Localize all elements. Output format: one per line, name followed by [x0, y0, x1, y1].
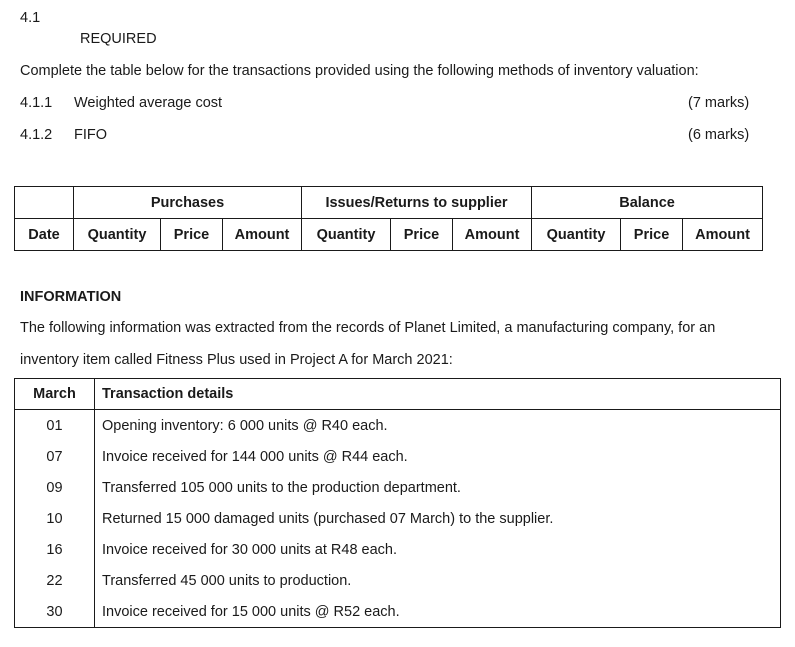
day-cell: 01 [15, 410, 95, 442]
table-row [15, 596, 781, 628]
information-text-line: inventory item called Fitness Plus used in Project A for March 2021: [20, 352, 453, 368]
group-header-row [15, 187, 763, 219]
column-header: Price [391, 219, 453, 251]
column-header: March [15, 379, 95, 410]
group-header: Issues/Returns to supplier [302, 187, 532, 219]
part-number: 4.1.1 [20, 95, 53, 111]
transactions-table [14, 378, 781, 628]
group-header: Purchases [74, 187, 302, 219]
information-heading: INFORMATION [20, 289, 122, 305]
column-header: Quantity [532, 219, 621, 251]
day-cell: 09 [15, 472, 95, 503]
column-header-row [15, 219, 763, 251]
column-header: Quantity [74, 219, 161, 251]
column-header: Amount [683, 219, 763, 251]
part-marks: (6 marks) [688, 127, 750, 143]
column-header: Quantity [302, 219, 391, 251]
detail-cell: Invoice received for 15 000 units @ R52 each. [95, 596, 781, 628]
day-cell: 16 [15, 534, 95, 565]
table-header-row [15, 379, 781, 410]
empty-cell [15, 187, 74, 219]
column-header: Amount [223, 219, 302, 251]
detail-cell: Returned 15 000 damaged units (purchased 07 March) to the supplier. [95, 503, 781, 534]
detail-cell: Invoice received for 144 000 units @ R44 each. [95, 441, 781, 472]
column-header: Date [15, 219, 74, 251]
day-cell: 07 [15, 441, 95, 472]
detail-cell: Transferred 105 000 units to the production department. [95, 472, 781, 503]
column-header: Price [161, 219, 223, 251]
day-cell: 10 [15, 503, 95, 534]
information-text-line: The following information was extracted from the records of Planet Limited, a manufacturing company, for an [20, 320, 716, 336]
detail-cell: Transferred 45 000 units to production. [95, 565, 781, 596]
question-number: 4.1 [20, 10, 41, 26]
detail-cell: Opening inventory: 6 000 units @ R40 each. [95, 410, 781, 442]
part-label: Weighted average cost [74, 95, 223, 111]
table-row [15, 410, 781, 442]
part-number: 4.1.2 [20, 127, 53, 143]
part-label: FIFO [74, 127, 108, 143]
instruction-text: Complete the table below for the transactions provided using the following methods of inventory valuation: [20, 63, 699, 79]
column-header: Price [621, 219, 683, 251]
day-cell: 22 [15, 565, 95, 596]
day-cell: 30 [15, 596, 95, 628]
table-row [15, 503, 781, 534]
table-row [15, 441, 781, 472]
answer-template-table [14, 186, 763, 251]
column-header: Transaction details [95, 379, 781, 410]
detail-cell: Invoice received for 30 000 units at R48 each. [95, 534, 781, 565]
required-label: REQUIRED [80, 31, 157, 47]
group-header: Balance [532, 187, 763, 219]
table-row [15, 472, 781, 503]
column-header: Amount [453, 219, 532, 251]
table-row [15, 534, 781, 565]
table-row [15, 565, 781, 596]
part-marks: (7 marks) [688, 95, 750, 111]
